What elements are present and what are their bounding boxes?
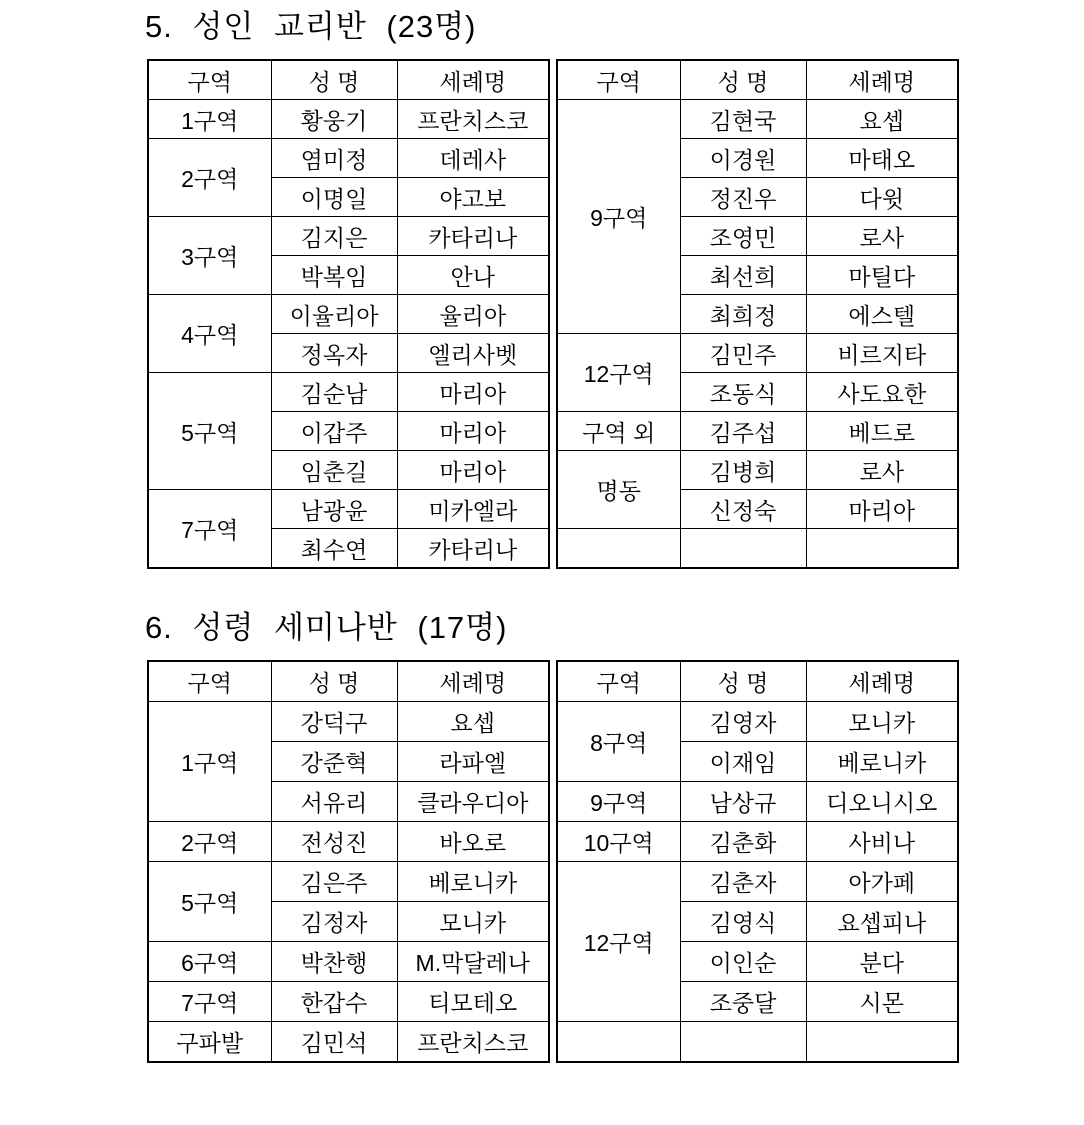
member-name-cell: 염미정 <box>271 139 397 178</box>
district-cell: 구파발 <box>148 1022 271 1063</box>
baptismal-name-cell: 데레사 <box>397 139 549 178</box>
district-cell: 9구역 <box>557 100 680 334</box>
member-row <box>148 139 549 178</box>
header-row <box>148 661 549 702</box>
baptismal-name-cell: 라파엘 <box>397 742 549 782</box>
member-row <box>557 334 958 373</box>
baptismal-name-cell: 프란치스코 <box>397 100 549 139</box>
district-cell: 5구역 <box>148 862 271 942</box>
member-name-cell: 정진우 <box>680 178 806 217</box>
member-row <box>148 982 549 1022</box>
baptismal-name-cell: 요셉 <box>397 702 549 742</box>
member-name-cell: 최희정 <box>680 295 806 334</box>
member-row <box>148 373 549 412</box>
district-cell: 1구역 <box>148 100 271 139</box>
member-row <box>148 942 549 982</box>
member-name-cell: 강덕구 <box>271 702 397 742</box>
member-name-cell: 이명일 <box>271 178 397 217</box>
member-name-cell: 황웅기 <box>271 100 397 139</box>
member-name-cell: 이율리아 <box>271 295 397 334</box>
district-cell: 10구역 <box>557 822 680 862</box>
member-name-cell: 김은주 <box>271 862 397 902</box>
district-cell: 3구역 <box>148 217 271 295</box>
adult-class-roster-table-right <box>556 59 959 569</box>
district-cell: 7구역 <box>148 982 271 1022</box>
baptismal-column-header: 세례명 <box>806 60 958 100</box>
member-row <box>557 782 958 822</box>
baptismal-column-header: 세례명 <box>397 661 549 702</box>
section-holy-spirit-seminar-class <box>145 609 1084 1063</box>
district-cell: 6구역 <box>148 942 271 982</box>
member-name-cell: 남광윤 <box>271 490 397 529</box>
adult-class-tables-row <box>147 59 1084 569</box>
baptismal-name-cell: 요셉 <box>806 100 958 139</box>
district-cell: 12구역 <box>557 334 680 412</box>
baptismal-name-cell: 아가페 <box>806 862 958 902</box>
member-row <box>148 490 549 529</box>
member-name-cell: 조중달 <box>680 982 806 1022</box>
member-row <box>557 100 958 139</box>
baptismal-name-cell: 카타리나 <box>397 529 549 569</box>
member-name-cell: 김영식 <box>680 902 806 942</box>
header-row <box>557 60 958 100</box>
member-name-cell: 이재임 <box>680 742 806 782</box>
baptismal-name-cell: 디오니시오 <box>806 782 958 822</box>
district-cell: 7구역 <box>148 490 271 569</box>
baptismal-name-cell: 로사 <box>806 451 958 490</box>
district-cell: 4구역 <box>148 295 271 373</box>
member-name-cell: 전성진 <box>271 822 397 862</box>
district-cell: 2구역 <box>148 139 271 217</box>
member-name-cell: 조영민 <box>680 217 806 256</box>
seminar-class-roster-table-left <box>147 660 550 1063</box>
member-name-cell: 정옥자 <box>271 334 397 373</box>
member-row <box>148 862 549 902</box>
name-column-header: 성 명 <box>680 661 806 702</box>
baptismal-name-cell: 모니카 <box>397 902 549 942</box>
member-name-cell: 김현국 <box>680 100 806 139</box>
district-cell: 명동 <box>557 451 680 529</box>
section-adult-catechism-class <box>145 8 1084 569</box>
member-name-cell: 김정자 <box>271 902 397 942</box>
baptismal-name-cell: 엘리사벳 <box>397 334 549 373</box>
member-name-cell: 김주섭 <box>680 412 806 451</box>
member-row <box>557 862 958 902</box>
member-name-cell: 이인순 <box>680 942 806 982</box>
baptismal-name-cell: 베로니카 <box>397 862 549 902</box>
member-name-cell: 김병희 <box>680 451 806 490</box>
baptismal-name-cell: 카타리나 <box>397 217 549 256</box>
member-row <box>148 702 549 742</box>
member-name-cell: 임춘길 <box>271 451 397 490</box>
member-name-cell: 최수연 <box>271 529 397 569</box>
member-row <box>148 822 549 862</box>
district-cell: 2구역 <box>148 822 271 862</box>
baptismal-name-cell: 율리아 <box>397 295 549 334</box>
member-row <box>557 1022 958 1063</box>
baptismal-name-cell: 요셉피나 <box>806 902 958 942</box>
baptismal-name-cell: 바오로 <box>397 822 549 862</box>
member-name-cell: 강준혁 <box>271 742 397 782</box>
baptismal-name-cell: 에스텔 <box>806 295 958 334</box>
district-cell: 8구역 <box>557 702 680 782</box>
member-name-cell: 이갑주 <box>271 412 397 451</box>
section-title-holy-spirit-seminar: 6. 성령 세미나반 (17명) <box>145 610 508 645</box>
member-name-cell: 김민석 <box>271 1022 397 1063</box>
baptismal-name-cell <box>806 1022 958 1063</box>
member-name-cell: 한갑수 <box>271 982 397 1022</box>
member-name-cell: 김순남 <box>271 373 397 412</box>
baptismal-column-header: 세례명 <box>806 661 958 702</box>
member-name-cell: 김영자 <box>680 702 806 742</box>
member-name-cell <box>680 529 806 569</box>
baptismal-name-cell: 마리아 <box>397 451 549 490</box>
baptismal-name-cell <box>806 529 958 569</box>
baptismal-name-cell: 미카엘라 <box>397 490 549 529</box>
baptismal-name-cell: 베로니카 <box>806 742 958 782</box>
baptismal-name-cell: 마리아 <box>397 373 549 412</box>
baptismal-name-cell: 로사 <box>806 217 958 256</box>
baptismal-name-cell: 사도요한 <box>806 373 958 412</box>
member-row <box>557 529 958 569</box>
seminar-class-roster-table-right <box>556 660 959 1063</box>
member-name-cell <box>680 1022 806 1063</box>
district-cell: 구역 외 <box>557 412 680 451</box>
seminar-class-tables-row <box>147 660 1084 1063</box>
baptismal-name-cell: 베드로 <box>806 412 958 451</box>
member-row <box>557 822 958 862</box>
adult-class-roster-table-left <box>147 59 550 569</box>
baptismal-column-header: 세례명 <box>397 60 549 100</box>
member-row <box>557 451 958 490</box>
baptismal-name-cell: 시몬 <box>806 982 958 1022</box>
baptismal-name-cell: 분다 <box>806 942 958 982</box>
member-row <box>148 1022 549 1063</box>
baptismal-name-cell: 모니카 <box>806 702 958 742</box>
member-name-cell: 김민주 <box>680 334 806 373</box>
baptismal-name-cell: 비르지타 <box>806 334 958 373</box>
member-row <box>148 295 549 334</box>
header-row <box>148 60 549 100</box>
member-name-cell: 김춘화 <box>680 822 806 862</box>
district-cell: 1구역 <box>148 702 271 822</box>
district-cell: 5구역 <box>148 373 271 490</box>
member-row <box>148 100 549 139</box>
baptismal-name-cell: 프란치스코 <box>397 1022 549 1063</box>
baptismal-name-cell: 마리아 <box>806 490 958 529</box>
member-name-cell: 남상규 <box>680 782 806 822</box>
header-row <box>557 661 958 702</box>
member-name-cell: 이경원 <box>680 139 806 178</box>
baptismal-name-cell: 티모테오 <box>397 982 549 1022</box>
baptismal-name-cell: 안나 <box>397 256 549 295</box>
member-name-cell: 김춘자 <box>680 862 806 902</box>
baptismal-name-cell: 마태오 <box>806 139 958 178</box>
baptismal-name-cell: 다윗 <box>806 178 958 217</box>
member-name-cell: 최선희 <box>680 256 806 295</box>
baptismal-name-cell: 사비나 <box>806 822 958 862</box>
district-cell <box>557 529 680 569</box>
baptismal-name-cell: M.막달레나 <box>397 942 549 982</box>
district-column-header: 구역 <box>557 661 680 702</box>
member-name-cell: 박찬행 <box>271 942 397 982</box>
district-column-header: 구역 <box>148 661 271 702</box>
member-row <box>557 702 958 742</box>
name-column-header: 성 명 <box>680 60 806 100</box>
baptismal-name-cell: 마틸다 <box>806 256 958 295</box>
member-row <box>557 412 958 451</box>
member-row <box>148 217 549 256</box>
member-name-cell: 김지은 <box>271 217 397 256</box>
district-cell: 12구역 <box>557 862 680 1022</box>
member-name-cell: 박복임 <box>271 256 397 295</box>
member-name-cell: 신정숙 <box>680 490 806 529</box>
district-column-header: 구역 <box>557 60 680 100</box>
baptismal-name-cell: 마리아 <box>397 412 549 451</box>
name-column-header: 성 명 <box>271 661 397 702</box>
district-cell: 9구역 <box>557 782 680 822</box>
member-name-cell: 서유리 <box>271 782 397 822</box>
member-name-cell: 조동식 <box>680 373 806 412</box>
district-cell <box>557 1022 680 1063</box>
baptismal-name-cell: 클라우디아 <box>397 782 549 822</box>
baptismal-name-cell: 야고보 <box>397 178 549 217</box>
name-column-header: 성 명 <box>271 60 397 100</box>
district-column-header: 구역 <box>148 60 271 100</box>
section-title-adult-catechism: 5. 성인 교리반 (23명) <box>145 9 477 44</box>
